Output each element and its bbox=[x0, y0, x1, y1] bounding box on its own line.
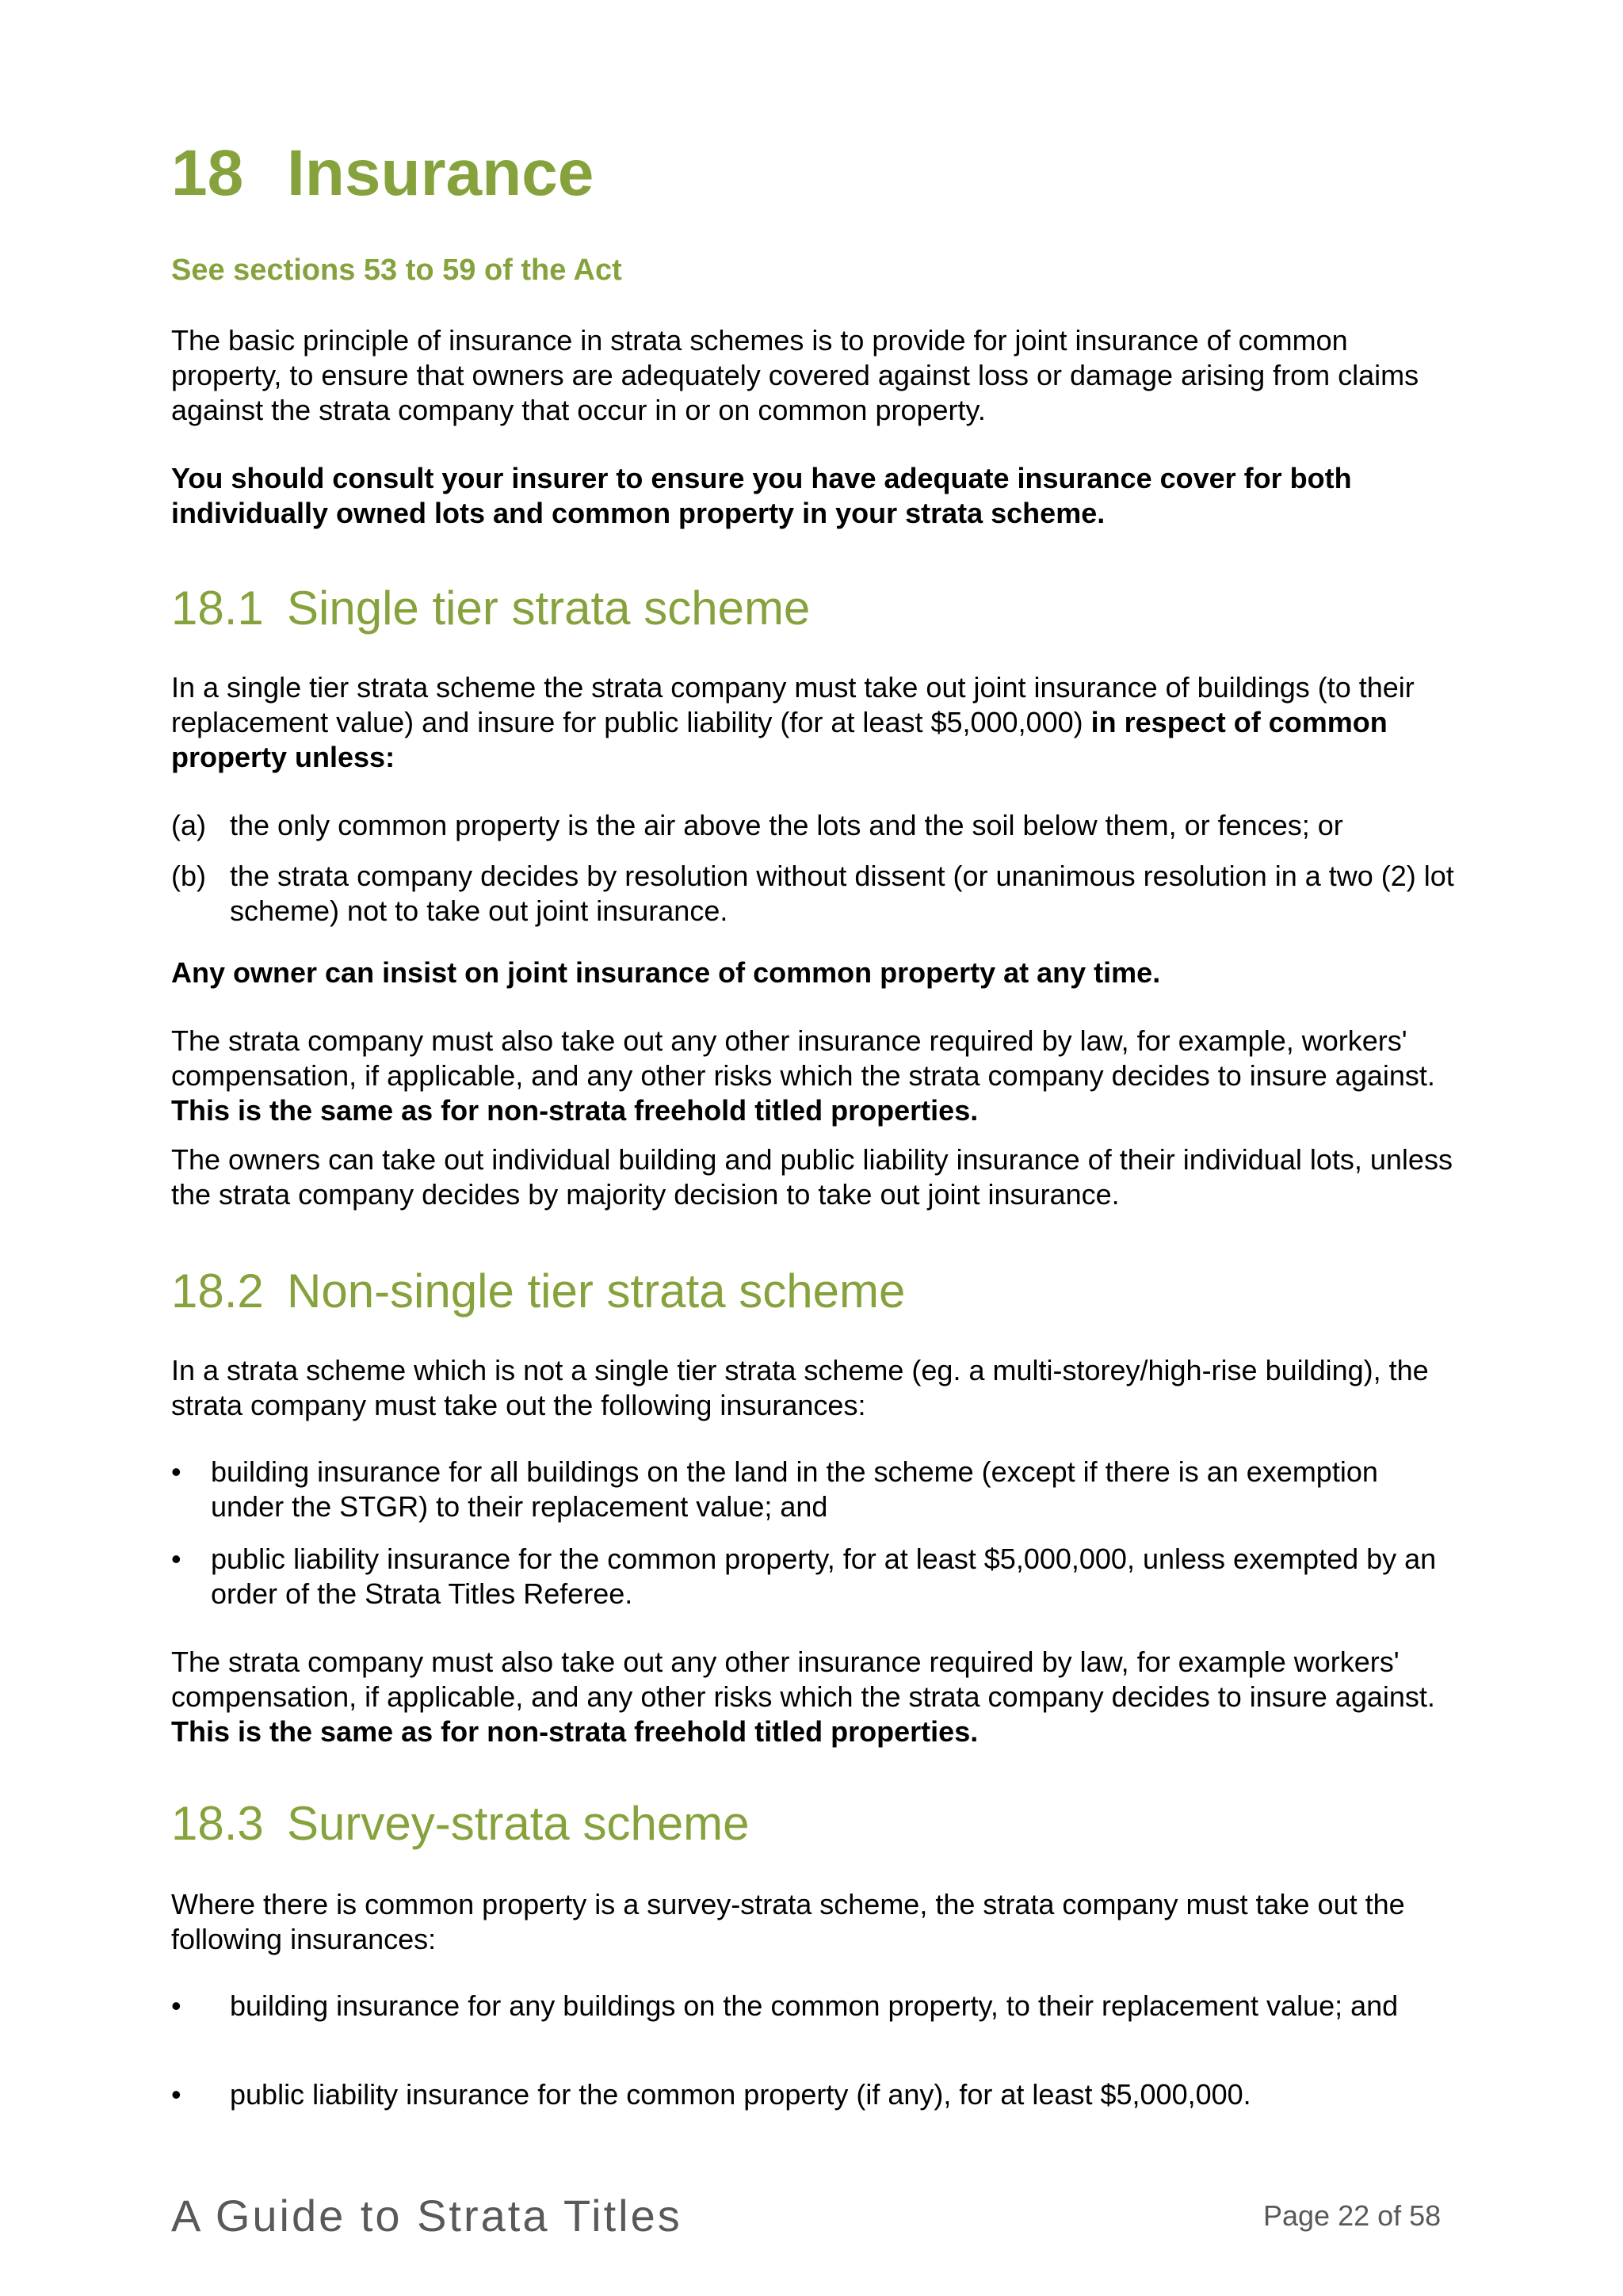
list-text: the only common property is the air above the lots and the soil below them, or fences; or bbox=[230, 809, 1343, 841]
section-number: 18.2 bbox=[171, 1264, 264, 1318]
chapter-number: 18 bbox=[171, 137, 244, 209]
section-heading-18-2 bbox=[171, 1264, 906, 1318]
section-title: Non-single tier strata scheme bbox=[287, 1264, 906, 1318]
non-single-tier-paragraph: In a strata scheme which is not a single tier strata scheme (eg. a multi-storey/high-rise building), the strata company must take out the following insurances: bbox=[171, 1354, 1429, 1421]
section-heading-18-1 bbox=[171, 582, 811, 635]
intro-paragraph: The basic principle of insurance in strata schemes is to provide for joint insurance of common property, to ensure that owners are adequately covered against loss or damage arising from claims against the strata company that occur in or on common property. bbox=[171, 324, 1419, 426]
bullet: • bbox=[171, 1455, 181, 1488]
see-sections-note: See sections 53 to 59 of the Act bbox=[171, 254, 622, 287]
single-tier-text: In a single tier strata scheme the strata company must take out joint insurance of buildings (to their replacement value) and insure for public liability (for at least $5,000,000) bbox=[171, 671, 1415, 738]
survey-strata-paragraph: Where there is common property is a survey-strata scheme, the strata company must take out the following insurances: bbox=[171, 1888, 1405, 1955]
section-number: 18.3 bbox=[171, 1797, 264, 1850]
owners-paragraph: The owners can take out individual building and public liability insurance of their individual lots, unless the strata company decides by majority decision to take out joint insurance. bbox=[171, 1143, 1453, 1211]
bullet: • bbox=[171, 2078, 181, 2111]
list-item bbox=[171, 808, 1455, 843]
list-text: building insurance for any buildings on the common property, to their replacement value; and bbox=[230, 1989, 1399, 2022]
footer-title: A Guide to Strata Titles bbox=[171, 2191, 682, 2241]
other-insurance-text: The strata company must also take out any other insurance required by law, for example, workers' compensation, if applicable, and any other risks which the strata company decides to insure against. bbox=[171, 1024, 1435, 1092]
other-insurance-bold: This is the same as for non-strata freehold titled properties. bbox=[171, 1094, 979, 1127]
bullet: • bbox=[171, 1989, 181, 2022]
list-text: public liability insurance for the common property (if any), for at least $5,000,000. bbox=[230, 2078, 1251, 2111]
list-item bbox=[171, 1542, 1455, 1611]
single-tier-bold: in respect of common property unless: bbox=[171, 706, 1388, 773]
section-number: 18.1 bbox=[171, 582, 264, 635]
section-heading-18-3 bbox=[171, 1797, 750, 1850]
bullet: • bbox=[171, 1543, 181, 1575]
chapter-heading bbox=[171, 137, 594, 209]
list-item bbox=[171, 1989, 1455, 2023]
list-text: building insurance for all buildings on the land in the scheme (except if there is an exemption under the STGR) to their replacement value; and bbox=[211, 1455, 1378, 1523]
chapter-title: Insurance bbox=[287, 137, 594, 209]
list-label: (a) bbox=[171, 809, 206, 841]
list-item bbox=[171, 2077, 1455, 2112]
other-insurance-bold: This is the same as for non-strata freehold titled properties. bbox=[171, 1715, 979, 1748]
any-owner-note: Any owner can insist on joint insurance of common property at any time. bbox=[171, 956, 1161, 989]
section-title: Survey-strata scheme bbox=[287, 1797, 750, 1850]
list-item bbox=[171, 859, 1455, 929]
list-text: the strata company decides by resolution without dissent (or unanimous resolution in a two (2) lot scheme) not to take out joint insurance. bbox=[230, 860, 1454, 927]
section-title: Single tier strata scheme bbox=[287, 582, 811, 635]
list-text: public liability insurance for the common property, for at least $5,000,000, unless exempted by an order of the Strata Titles Referee. bbox=[211, 1543, 1437, 1610]
list-item bbox=[171, 1455, 1455, 1524]
other-insurance-text: The strata company must also take out any other insurance required by law, for example workers' compensation, if applicable, and any other risks which the strata company decides to insure against. bbox=[171, 1646, 1435, 1713]
other-insurance-paragraph bbox=[171, 1024, 1455, 1128]
consult-insurer-note: You should consult your insurer to ensure you have adequate insurance cover for both individually owned lots and common property in your strata scheme. bbox=[171, 462, 1352, 529]
list-label: (b) bbox=[171, 860, 206, 892]
other-insurance-paragraph-2 bbox=[171, 1645, 1455, 1749]
page-number: Page 22 of 58 bbox=[1263, 2199, 1442, 2232]
single-tier-paragraph bbox=[171, 670, 1455, 775]
